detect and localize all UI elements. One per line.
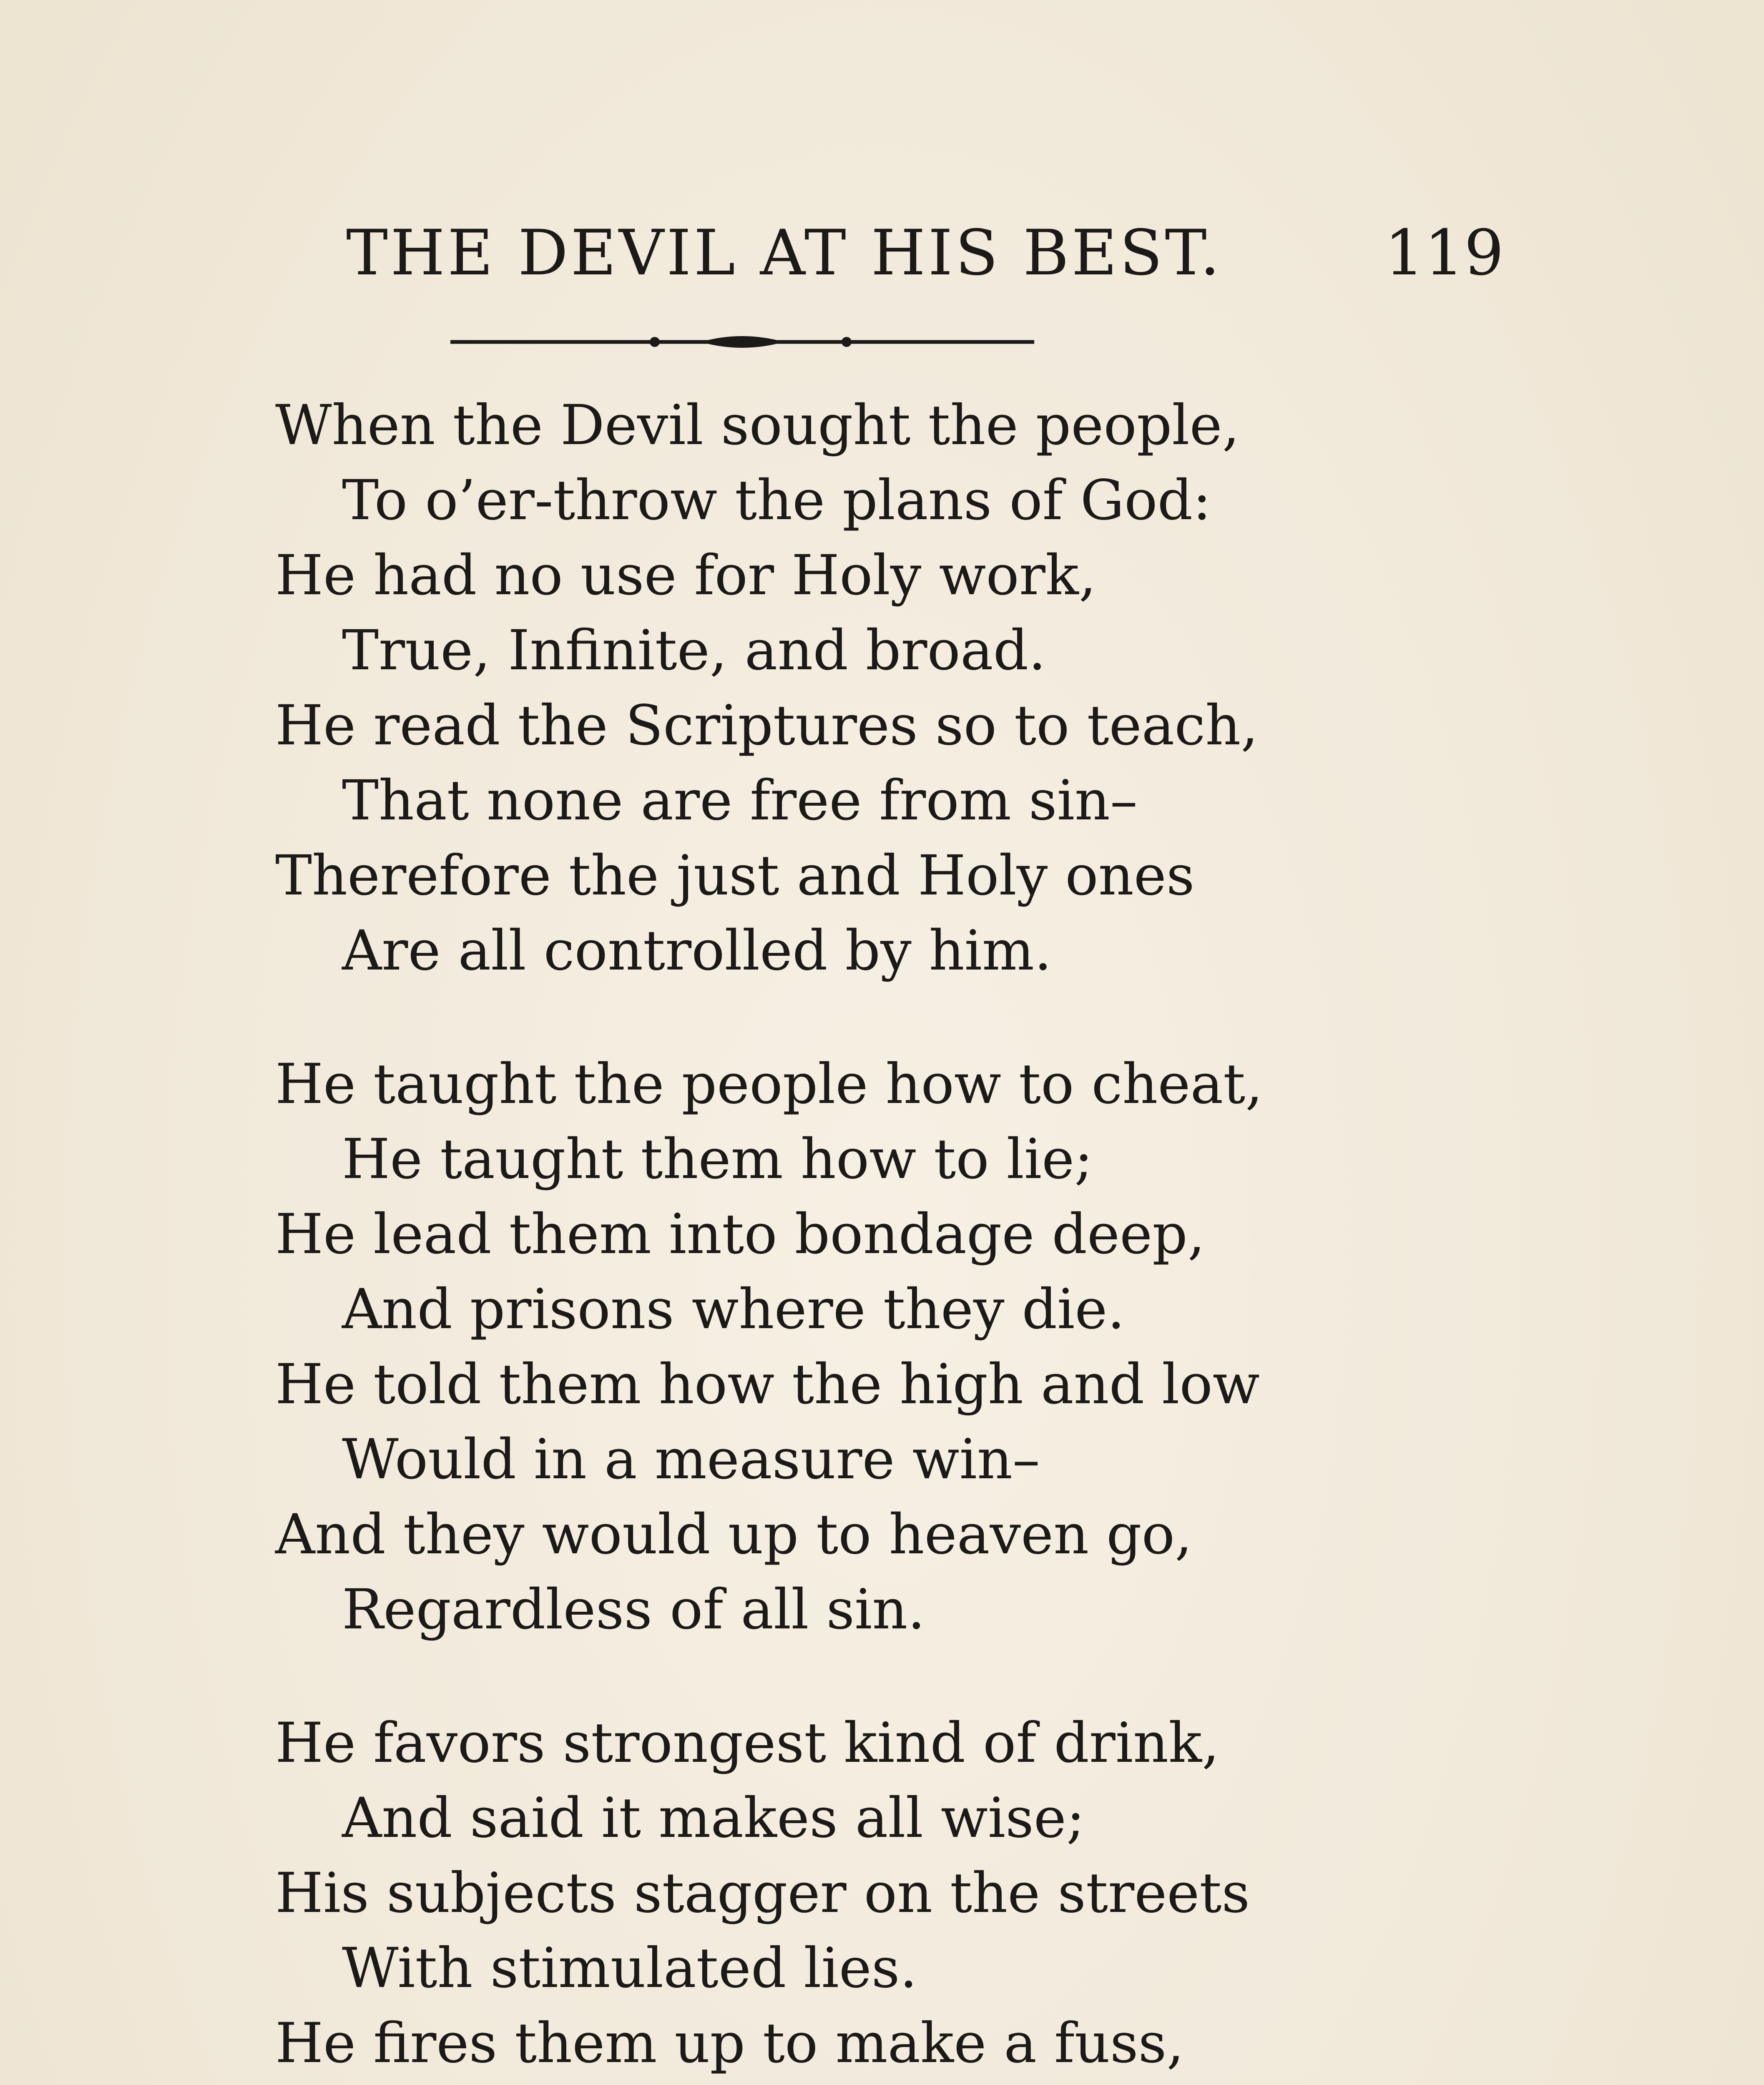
stanza-2 <box>275 1047 1526 1647</box>
poem-line: Are all controlled by him. <box>342 919 1052 983</box>
poem-line: That none are free from sin– <box>342 769 1138 833</box>
stanza-1 <box>275 388 1526 988</box>
poem-line: And prisons where they die. <box>342 1277 1125 1341</box>
poem-line: He read the Scriptures so to teach, <box>275 693 1259 758</box>
poem-line: And they would up to heaven go, <box>275 1502 1193 1567</box>
top-ornament-rule <box>450 329 1034 354</box>
poem-line: Therefore the just and Holy ones <box>275 844 1195 908</box>
poem-line <box>275 2081 1526 2085</box>
poem-line: He lead them into bondage deep, <box>275 1202 1205 1266</box>
running-header-title: THE DEVIL AT HIS BEST. <box>346 217 1223 289</box>
poem-line: He told them how the high and low <box>275 1352 1260 1417</box>
poem-line: With stimulated lies. <box>342 1936 917 2000</box>
stanza-3 <box>275 1706 1526 2085</box>
poem-line: To o’er-throw the plans of God: <box>342 468 1211 533</box>
poem-line: He had no use for Holy work, <box>275 543 1096 608</box>
poem-line: He fires them up to make a fuss, <box>275 2011 1184 2075</box>
poem-line: His subjects stagger on the streets <box>275 1861 1250 1925</box>
poem <box>275 388 1526 2085</box>
page-number: 119 <box>1385 217 1504 289</box>
poem-line: Regardless of all sin. <box>342 1578 925 1642</box>
poem-line: True, Infinite, and broad. <box>342 618 1046 683</box>
poem-line: When the Devil sought the people, <box>275 393 1240 457</box>
poem-line: He taught the people how to cheat, <box>275 1052 1263 1116</box>
poem-line: He favors strongest kind of drink, <box>275 1711 1220 1775</box>
poem-line: Would in a measure win– <box>342 1427 1040 1492</box>
poem-line: And said it makes all wise; <box>342 1786 1085 1850</box>
poem-line: He taught them how to lie; <box>342 1127 1093 1191</box>
